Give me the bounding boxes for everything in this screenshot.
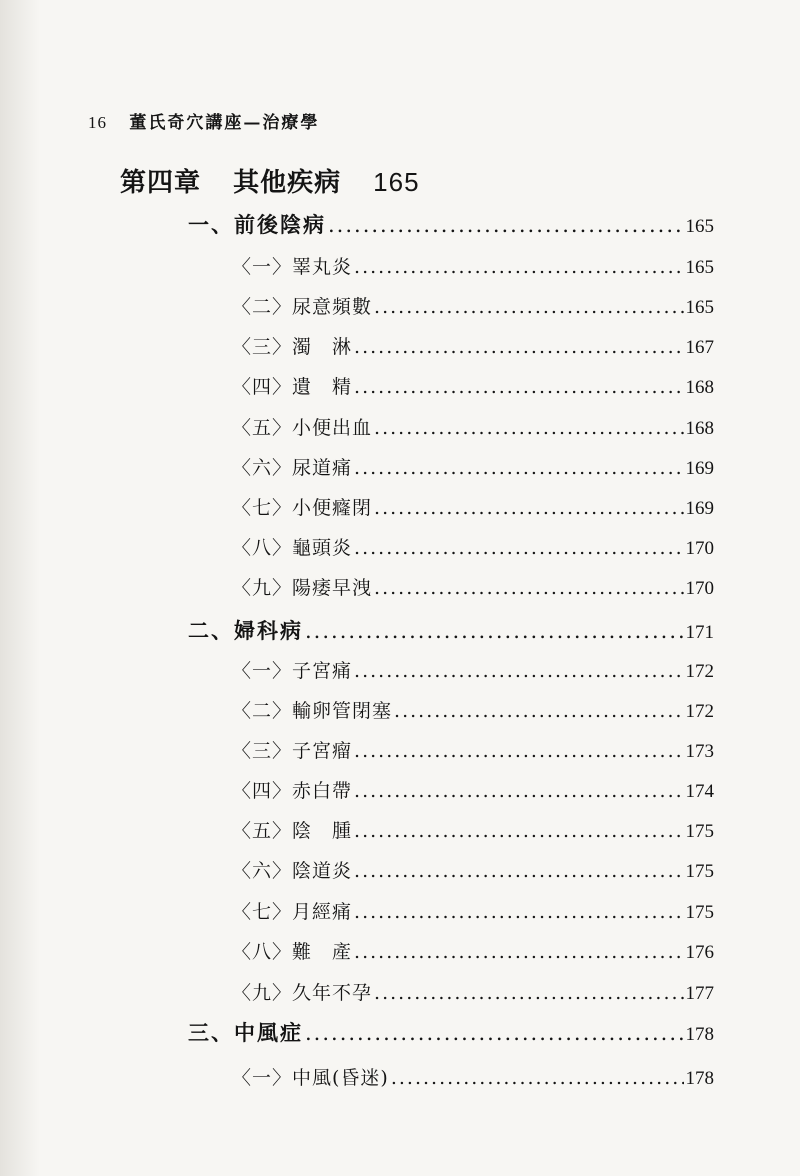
toc-page: 175 (685, 821, 714, 842)
toc-number: 〈八〉 (232, 941, 293, 963)
toc-page: 165 (685, 216, 714, 237)
dot-leader (354, 740, 683, 762)
toc-number: 〈五〉 (232, 417, 293, 439)
dot-leader (328, 213, 684, 237)
dot-leader (354, 780, 683, 802)
toc-number: 一、 (188, 212, 234, 237)
toc-label: 遺 精 (292, 376, 353, 398)
toc-item[interactable] (232, 413, 714, 440)
toc-item[interactable] (232, 736, 714, 763)
toc-page: 173 (685, 741, 714, 762)
toc-number: 〈七〉 (232, 497, 293, 519)
dot-leader (354, 256, 683, 278)
dot-leader (374, 577, 683, 599)
toc-label: 中風症 (234, 1020, 303, 1045)
toc-label: 輸卵管閉塞 (292, 700, 393, 722)
dot-leader (354, 660, 683, 682)
toc-number: 〈一〉 (232, 660, 293, 682)
toc-page: 167 (685, 337, 714, 358)
toc-number: 〈七〉 (232, 901, 293, 923)
toc-item[interactable] (232, 897, 714, 924)
toc-item[interactable] (232, 252, 714, 279)
dot-leader (374, 417, 683, 439)
toc-label: 難 產 (292, 941, 353, 963)
dot-leader (354, 457, 683, 479)
toc-label: 子宮瘤 (292, 740, 353, 762)
toc-number: 二、 (188, 618, 234, 643)
toc-page: 169 (685, 458, 714, 479)
toc-label: 中風(昏迷) (292, 1067, 389, 1089)
toc-item[interactable] (232, 937, 714, 964)
toc-number: 三、 (188, 1020, 234, 1045)
running-header (88, 108, 319, 133)
chapter-page: 165 (373, 167, 420, 197)
toc-page: 176 (685, 942, 714, 963)
toc-label: 前後陰病 (234, 212, 326, 237)
dot-leader (374, 982, 683, 1004)
toc-number: 〈三〉 (232, 740, 293, 762)
toc-number: 〈九〉 (232, 982, 293, 1004)
toc-section[interactable] (188, 615, 714, 645)
toc-page: 169 (685, 498, 714, 519)
chapter-number: 第四章 (120, 168, 202, 198)
toc-number: 〈二〉 (232, 700, 293, 722)
toc-page: 177 (685, 983, 714, 1004)
toc-number: 〈六〉 (232, 860, 293, 882)
toc-page: 174 (685, 781, 714, 802)
dot-leader (305, 1021, 684, 1045)
toc-number: 〈四〉 (232, 376, 293, 398)
toc-number: 〈八〉 (232, 537, 293, 559)
toc-page: 178 (685, 1068, 714, 1089)
toc-item[interactable] (232, 856, 714, 883)
toc-label: 尿道痛 (292, 457, 353, 479)
toc-item[interactable] (232, 493, 714, 520)
toc-page: 171 (685, 622, 714, 643)
toc-label: 陰道炎 (292, 860, 353, 882)
toc-item[interactable] (232, 332, 714, 359)
toc-number: 〈二〉 (232, 296, 293, 318)
dot-leader (354, 336, 683, 358)
chapter-title: 其他疾病 (233, 168, 342, 198)
dot-leader (391, 1067, 684, 1089)
dot-leader (354, 941, 683, 963)
dot-leader (354, 901, 683, 923)
toc-number: 〈三〉 (232, 336, 293, 358)
toc-page: 172 (685, 661, 714, 682)
header-book-title: 董氏奇穴講座—治療學 (129, 113, 320, 133)
toc-page: 168 (685, 377, 714, 398)
toc-label: 久年不孕 (292, 982, 373, 1004)
toc-item[interactable] (232, 453, 714, 480)
toc-label: 月經痛 (292, 901, 353, 923)
toc-item[interactable] (232, 978, 714, 1005)
toc-label: 睪丸炎 (292, 256, 353, 278)
toc-page: 170 (685, 578, 714, 599)
toc-page: 178 (685, 1024, 714, 1045)
toc-page: 165 (685, 257, 714, 278)
toc-page: 175 (685, 861, 714, 882)
toc-label: 子宮痛 (292, 660, 353, 682)
toc-number: 〈六〉 (232, 457, 293, 479)
dot-leader (354, 537, 683, 559)
toc-section[interactable] (188, 1017, 714, 1047)
dot-leader (354, 860, 683, 882)
toc-item[interactable] (232, 776, 714, 803)
toc-page: 168 (685, 418, 714, 439)
toc-item[interactable] (232, 292, 714, 319)
dot-leader (354, 376, 683, 398)
dot-leader (305, 619, 684, 643)
toc-label: 小便癃閉 (292, 497, 373, 519)
toc-number: 〈九〉 (232, 577, 293, 599)
toc-item[interactable] (232, 696, 714, 723)
toc-label: 龜頭炎 (292, 537, 353, 559)
dot-leader (374, 296, 683, 318)
page-edge-shadow (0, 0, 40, 1176)
header-page-number: 16 (88, 113, 107, 132)
toc-label: 濁 淋 (292, 336, 353, 358)
toc-label: 赤白帶 (292, 780, 353, 802)
toc-label: 陽痿早洩 (292, 577, 373, 599)
toc-label: 婦科病 (234, 618, 303, 643)
toc-label: 尿意頻數 (292, 296, 373, 318)
toc-item[interactable] (232, 573, 714, 600)
toc-number: 〈一〉 (232, 256, 293, 278)
toc-item[interactable] (232, 1063, 714, 1090)
dot-leader (374, 497, 683, 519)
toc-item[interactable] (232, 533, 714, 560)
toc-item[interactable] (232, 816, 714, 843)
toc-page: 170 (685, 538, 714, 559)
toc-section[interactable] (188, 209, 714, 239)
toc-item[interactable] (232, 656, 714, 683)
dot-leader (394, 700, 683, 722)
toc-number: 〈一〉 (232, 1067, 293, 1089)
toc-page: 165 (685, 297, 714, 318)
toc-number: 〈四〉 (232, 780, 293, 802)
toc-item[interactable] (232, 372, 714, 399)
toc-number: 〈五〉 (232, 820, 293, 842)
toc-page: 172 (685, 701, 714, 722)
toc-page: 175 (685, 902, 714, 923)
chapter-heading (120, 162, 420, 199)
toc-label: 陰 腫 (292, 820, 353, 842)
toc-label: 小便出血 (292, 417, 373, 439)
dot-leader (354, 820, 683, 842)
